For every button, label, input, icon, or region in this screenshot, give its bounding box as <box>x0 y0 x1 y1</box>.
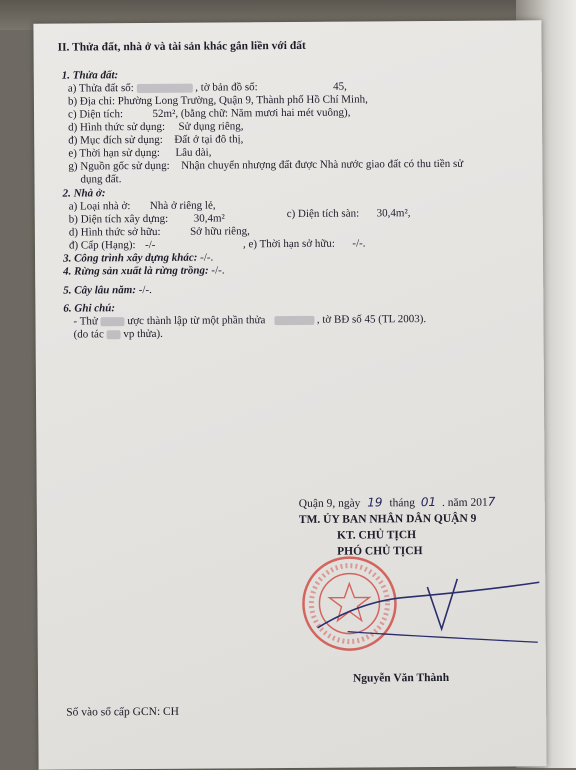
notes-line-1 <box>73 313 426 328</box>
house-ownership-value: Sở hữu riêng, <box>190 225 250 238</box>
certificate-page <box>33 20 546 770</box>
house-heading: 2. Nhà ở: <box>62 187 106 200</box>
issuing-authority: TM. ỦY BAN NHÂN DÂN QUẬN 9 <box>298 512 477 526</box>
house-ownership-row <box>69 225 250 239</box>
notes-line-2-end: vp thửa). <box>123 327 163 341</box>
signing-date-row <box>299 496 496 511</box>
land-purpose-value: Đất ở tại đô thị, <box>174 133 244 146</box>
land-area-value: 52m², (bằng chữ: Năm mươi hai mét vuông), <box>152 106 351 120</box>
land-usage-form-row <box>68 120 243 134</box>
redacted-note-3 <box>107 330 121 339</box>
land-origin-value: Nhận chuyển nhượng đất được Nhà nước giao đất có thu tiền sử <box>181 157 464 172</box>
production-forest-label: 4. Rừng sản xuất là rừng trồng: <box>63 264 209 278</box>
land-map-label: , tờ bản đồ số: <box>195 81 258 94</box>
signing-place-label: Quận 9, ngày <box>298 497 361 510</box>
redacted-note-1 <box>101 317 125 326</box>
land-map-value: 45, <box>333 80 347 93</box>
perennial-trees-row <box>63 284 152 298</box>
redacted-note-2 <box>274 316 314 325</box>
land-heading: 1. Thửa đất: <box>61 69 119 82</box>
redacted-parcel-number <box>137 84 193 93</box>
land-origin-label: g) Nguồn gốc sử dụng: <box>68 159 170 173</box>
signing-month: 01 <box>420 494 437 510</box>
house-ownership-label: d) Hình thức sở hữu: <box>68 225 161 239</box>
house-grade-value: -/- <box>145 238 156 252</box>
house-floor-area-label: c) Diện tích sàn: <box>286 207 360 221</box>
other-construction-label: 3. Công trình xây dựng khác: <box>63 251 198 265</box>
land-area-row <box>68 107 350 122</box>
land-area-label: c) Diện tích: <box>67 108 124 121</box>
land-usage-form-value: Sử dụng riêng, <box>178 120 244 133</box>
house-type-label: a) Loại nhà ở: <box>68 200 131 213</box>
house-type-row <box>69 200 216 214</box>
land-origin-row <box>68 158 463 174</box>
house-build-area-value: 30,4m² <box>193 212 225 225</box>
certificate-register-number: Số vào sổ cấp GCN: CH <box>66 705 180 719</box>
land-term-row <box>68 147 211 161</box>
on-behalf-of-chairman: KT. CHỦ TỊCH <box>336 529 417 542</box>
notes-line-1-end: , tờ BĐ số 45 (TL 2003). <box>316 313 427 326</box>
house-build-area-label: b) Diện tích xây dựng: <box>68 212 169 226</box>
signing-day: 19 <box>367 495 383 510</box>
notes-line-2 <box>74 328 163 342</box>
handwritten-signature <box>307 568 546 650</box>
signing-month-label: tháng <box>389 497 416 510</box>
house-build-area-row <box>69 212 225 226</box>
land-term-value: Lâu dài, <box>175 146 212 159</box>
house-floor-area-row <box>287 207 411 221</box>
land-purpose-row <box>68 133 243 147</box>
notes-line-1-start: - Thử <box>73 315 98 328</box>
notes-line-1-mid: ược thành lập từ một phần thửa <box>127 314 266 328</box>
production-forest-value: -/-. <box>211 264 225 277</box>
production-forest-row <box>63 264 225 278</box>
other-construction-value: -/-. <box>200 251 214 264</box>
house-ownership-term-row <box>243 237 366 251</box>
house-grade-label: đ) Cấp (Hạng): <box>68 239 136 252</box>
perennial-trees-label: 5. Cây lâu năm: <box>63 284 137 297</box>
land-usage-form-label: d) Hình thức sử dụng: <box>68 120 166 134</box>
signing-year-label: . năm 201 <box>441 496 488 509</box>
notes-heading: 6. Ghi chú: <box>63 302 116 315</box>
land-parcel-label: a) Thửa đất số: <box>67 82 134 95</box>
deputy-chairman-title: PHÓ CHỦ TỊCH <box>337 545 423 558</box>
other-construction-row <box>63 252 213 266</box>
land-origin-value-cont: dụng đất. <box>80 173 122 186</box>
house-ownership-term-label: , e) Thời hạn sở hữu: <box>242 237 335 251</box>
signer-name: Nguyễn Văn Thành <box>352 671 450 685</box>
land-purpose-label: đ) Mục đích sử dụng: <box>68 133 163 147</box>
land-term-label: e) Thời hạn sử dụng: <box>68 146 160 160</box>
house-ownership-term-value: -/-. <box>352 237 366 250</box>
house-type-value: Nhà ở riêng lẻ, <box>149 199 216 212</box>
land-address: b) Địa chỉ: Phường Long Trường, Quận 9, Thành phố Hồ Chí Minh, <box>67 93 368 108</box>
notes-line-2-start: (do tác <box>73 328 104 341</box>
signing-year-digit: 7 <box>487 494 496 509</box>
house-grade-row <box>69 239 156 253</box>
perennial-trees-value: -/-. <box>138 283 152 297</box>
section-title: II. Thửa đất, nhà ở và tài sản khác gắn liền với đất <box>57 39 306 54</box>
house-floor-area-value: 30,4m², <box>376 207 411 220</box>
